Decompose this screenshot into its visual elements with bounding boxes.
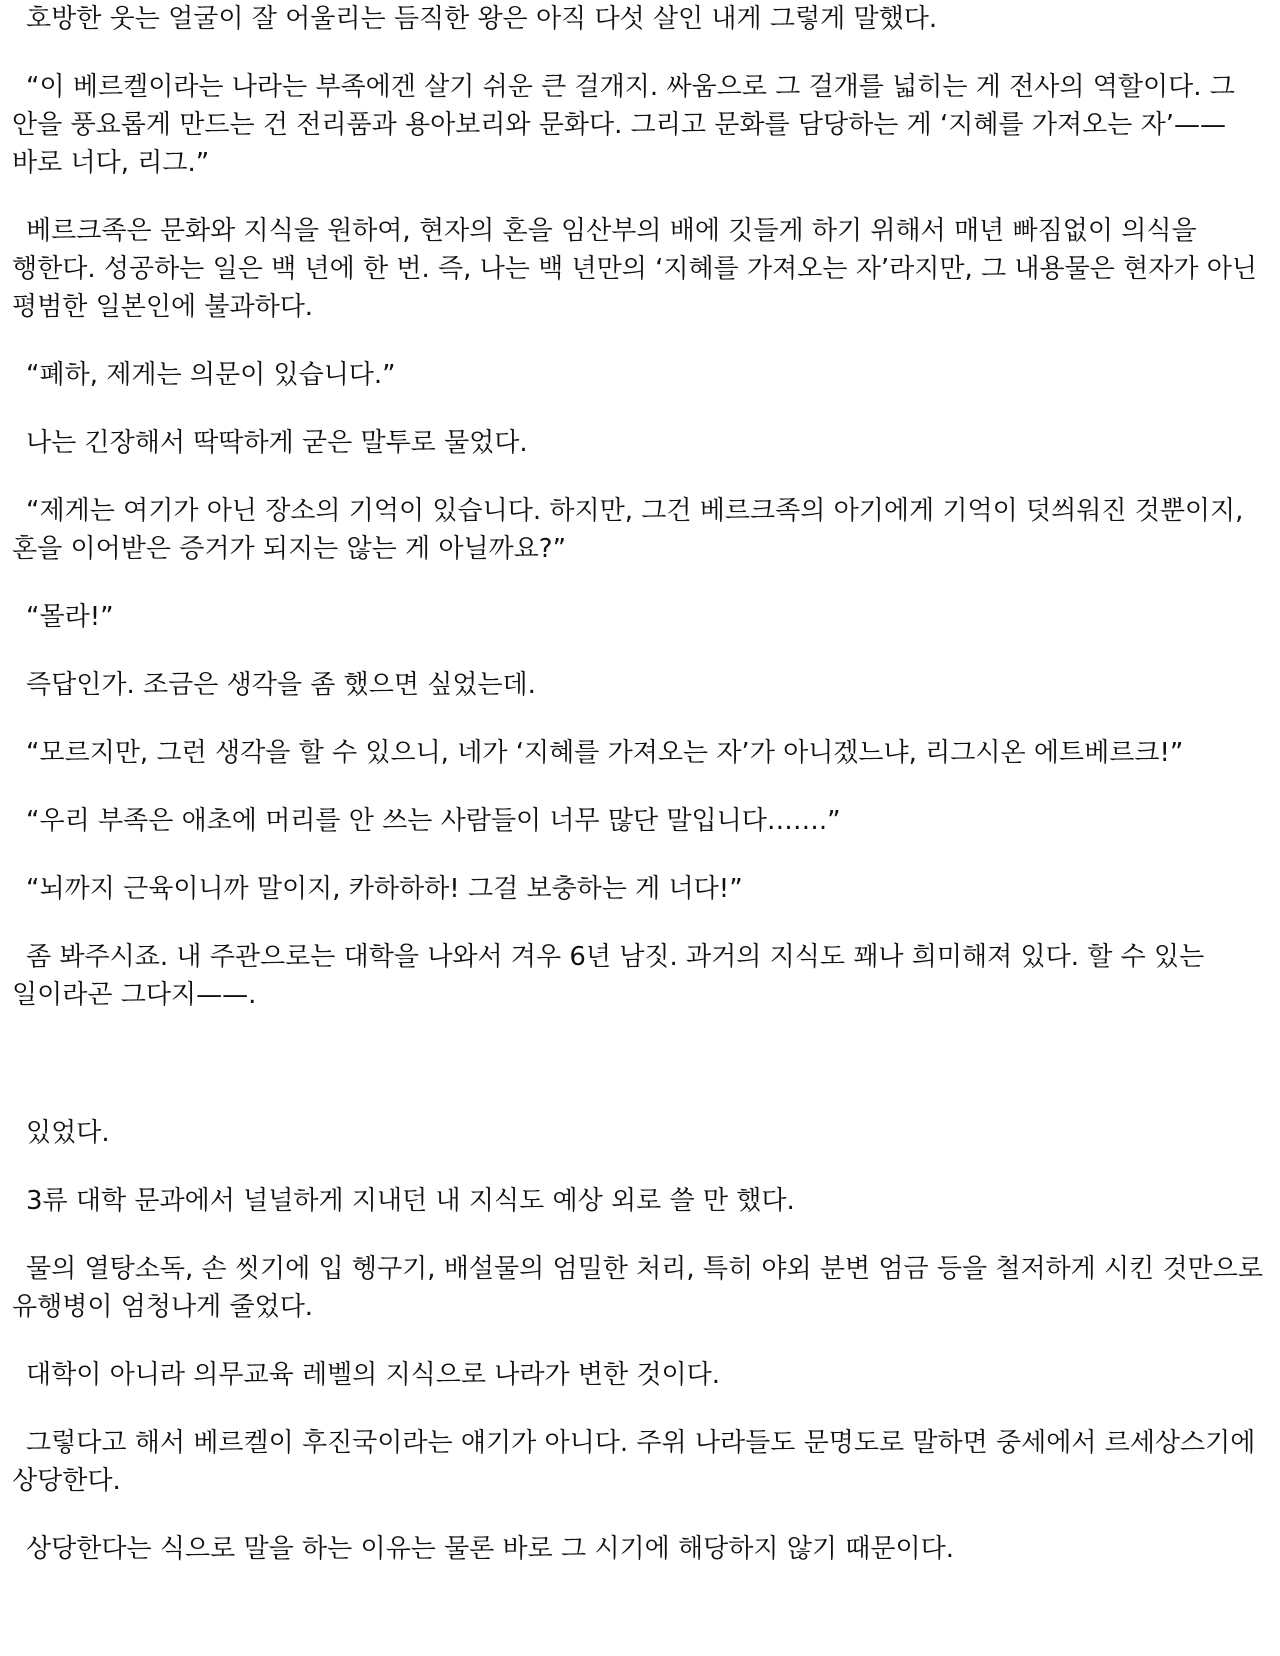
paragraph-17: 그렇다고 해서 베르켈이 후진국이라는 얘기가 아니다. 주위 나라들도 문명도로 말하면 중세에서 르세상스기에 상당한다. [12,1428,1256,1496]
paragraph-10: “우리 부족은 애초에 머리를 안 쓰는 사람들이 너무 많단 말입니다…….” [26,806,841,836]
paragraph-8: 즉답인가. 조금은 생각을 좀 했으면 싶었는데. [26,670,536,700]
paragraph-12: 좀 봐주시죠. 내 주관으로는 대학을 나와서 겨우 6년 남짓. 과거의 지식도 꽤나 희미해져 있다. 할 수 있는 일이라곤 그다지——. [12,942,1205,1010]
paragraph-1: 호방한 웃는 얼굴이 잘 어울리는 듬직한 왕은 아직 다섯 살인 내게 그렇게 말했다. [26,4,938,34]
paragraph-16: 대학이 아니라 의무교육 레벨의 지식으로 나라가 변한 것이다. [26,1360,721,1390]
paragraph-14: 3류 대학 문과에서 널널하게 지내던 내 지식도 예상 외로 쓸 만 했다. [26,1186,795,1216]
paragraph-6: “제게는 여기가 아닌 장소의 기억이 있습니다. 하지만, 그건 베르크족의 아기에게 기억이 덧씌워진 것뿐이지, 혼을 이어받은 증거가 되지는 않는 게 아닐까요?” [12,496,1244,564]
paragraph-5: 나는 긴장해서 딱딱하게 굳은 말투로 물었다. [26,428,528,458]
paragraph-7: “몰라!” [26,602,114,632]
paragraph-2: “이 베르켈이라는 나라는 부족에겐 살기 쉬운 큰 걸개지. 싸움으로 그 걸개를 넓히는 게 전사의 역할이다. 그 안을 풍요롭게 만드는 건 전리품과 용아보리와 문화다. 그리고 문화를 담당하는 게 ‘지혜를 가져오는 자’——바로 너다, 리그.” [12,72,1235,178]
paragraph-11: “뇌까지 근육이니까 말이지, 카하하하! 그걸 보충하는 게 너다!” [26,874,743,904]
paragraph-18: 상당한다는 식으로 말을 하는 이유는 물론 바로 그 시기에 해당하지 않기 때문이다. [26,1534,955,1564]
paragraph-15: 물의 열탕소독, 손 씻기에 입 헹구기, 배설물의 엄밀한 처리, 특히 야외 분변 엄금 등을 철저하게 시킨 것만으로 유행병이 엄청나게 줄었다. [12,1254,1264,1322]
paragraph-9: “모르지만, 그런 생각을 할 수 있으니, 네가 ‘지혜를 가져오는 자’가 아니겠느냐, 리그시온 에트베르크!” [26,738,1184,768]
paragraph-13: 있었다. [26,1118,110,1148]
document-page [12,0,1264,1568]
paragraph-4: “폐하, 제게는 의문이 있습니다.” [26,360,396,390]
paragraph-3: 베르크족은 문화와 지식을 원하여, 현자의 혼을 임산부의 배에 깃들게 하기 위해서 매년 빠짐없이 의식을 행한다. 성공하는 일은 백 년에 한 번. 즉, 나는 백 년만의 ‘지혜를 가져오는 자’라지만, 그 내용물은 현자가 아닌 평범한 일본인에 불과하다. [12,216,1257,322]
